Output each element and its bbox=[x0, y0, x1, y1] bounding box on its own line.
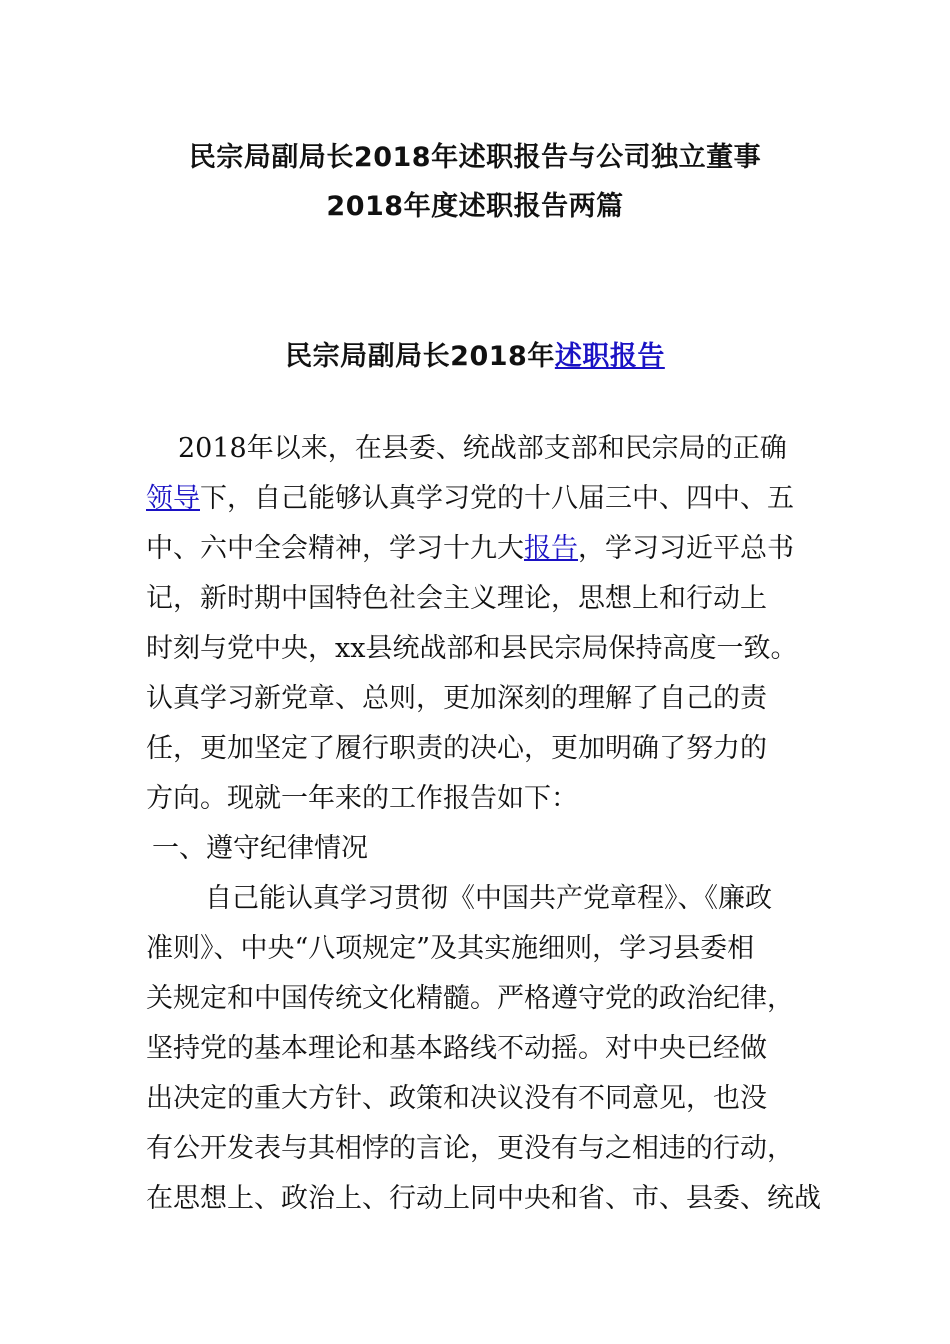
section-title-link[interactable]: 述职报告 bbox=[554, 341, 665, 372]
paragraph-1-line-8: 方向。现就一年来的工作报告如下： bbox=[146, 783, 578, 814]
paragraph-1-line-1: 2018年以来，在县委、统战部支部和民宗局的正确 bbox=[178, 433, 787, 464]
paragraph-1-line-3-text-a: 中、六中全会精神，学习十九大 bbox=[146, 533, 524, 564]
paragraph-2-line-2: 准则》、中央“八项规定”及其实施细则，学习县委相 bbox=[146, 933, 755, 964]
section-title bbox=[0, 334, 950, 373]
paragraph-2-line-4: 坚持党的基本理论和基本路线不动摇。对中央已经做 bbox=[146, 1033, 767, 1064]
paragraph-2-line-5: 出决定的重大方针、政策和决议没有不同意见，也没 bbox=[146, 1083, 767, 1114]
paragraph-1-line-2 bbox=[146, 485, 794, 512]
document-title-line-1: 民宗局副局长2018年述职报告与公司独立董事 bbox=[188, 142, 762, 173]
paragraph-1-line-3 bbox=[146, 535, 794, 562]
leadership-link[interactable]: 领导 bbox=[146, 483, 200, 514]
paragraph-2-line-6: 有公开发表与其相悖的言论，更没有与之相违的行动， bbox=[146, 1133, 794, 1164]
paragraph-2-line-3: 关规定和中国传统文化精髓。严格遵守党的政治纪律， bbox=[146, 983, 794, 1014]
paragraph-1-line-6: 认真学习新党章、总则，更加深刻的理解了自己的责 bbox=[146, 683, 767, 714]
paragraph-1-line-2-text: 下，自己能够认真学习党的十八届三中、四中、五 bbox=[200, 483, 794, 514]
paragraph-2-line-7: 在思想上、政治上、行动上同中央和省、市、县委、统战 bbox=[146, 1183, 821, 1214]
paragraph-1-line-5: 时刻与党中央，xx县统战部和县民宗局保持高度一致。 bbox=[146, 633, 798, 664]
report-link[interactable]: 报告 bbox=[524, 533, 578, 564]
section-1-heading: 一、遵守纪律情况 bbox=[152, 833, 368, 864]
paragraph-1-line-3-text-b: ，学习习近平总书 bbox=[578, 533, 794, 564]
paragraph-1-line-7: 任，更加坚定了履行职责的决心，更加明确了努力的 bbox=[146, 733, 767, 764]
document-title-line-2: 2018年度述职报告两篇 bbox=[326, 191, 624, 222]
paragraph-1-line-4: 记，新时期中国特色社会主义理论，思想上和行动上 bbox=[146, 583, 767, 614]
paragraph-2-line-1: 自己能认真学习贯彻《中国共产党章程》、《廉政 bbox=[205, 883, 772, 914]
section-title-text: 民宗局副局长2018年 bbox=[285, 341, 555, 372]
